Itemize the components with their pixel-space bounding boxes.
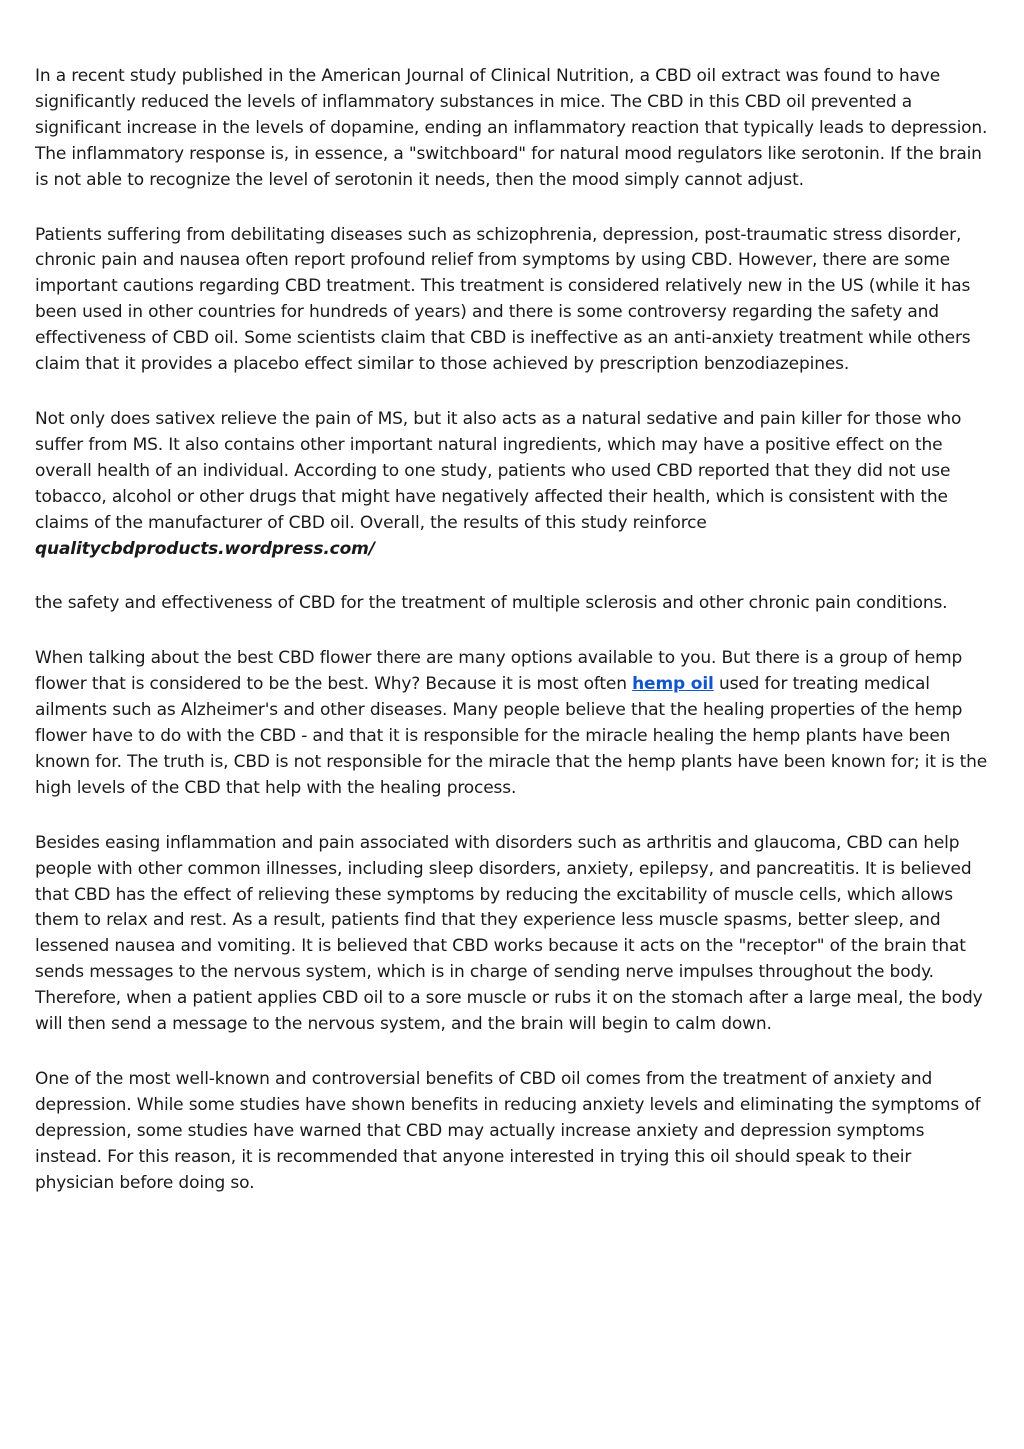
hemp-oil-link[interactable]: hemp oil <box>632 674 714 695</box>
paragraph-6: Besides easing inflammation and pain associated with disorders such as arthritis and glaucoma, CBD can help people with other common illnesses, including sleep disorders, anxiety, epilepsy, and pancreatitis. It is believed that CBD has the effect of relieving these symptoms by reducing the excitability of muscle cells, which allows them to relax and rest. As a result, patients find that they experience less muscle spasms, better sleep, and lessened nausea and vomiting. It is believed that CBD works because it acts on the "receptor" of the brain that sends messages to the nervous system, which is in charge of sending nerve impulses throughout the body. Therefore, when a patient applies CBD oil to a sore muscle or rubs it on the stomach after a large meal, the body will then send a message to the nervous system, and the brain will begin to calm down. <box>35 832 983 1035</box>
paragraph-4: the safety and effectiveness of CBD for the treatment of multiple sclerosis and other chronic pain conditions. <box>35 593 948 614</box>
paragraph-3 <box>35 407 995 562</box>
paragraph-2: Patients suffering from debilitating diseases such as schizophrenia, depression, post-traumatic stress disorder, chronic pain and nausea often report profound relief from symptoms by using CBD. However, there are some important cautions regarding CBD treatment. This treatment is considered relatively new in the US (while it has been used in other countries for hundreds of years) and there is some controversy regarding the safety and effectiveness of CBD oil. Some scientists claim that CBD is ineffective as an anti-anxiety treatment while others claim that it provides a placebo effect similar to those achieved by prescription benzodiazepines. <box>35 224 971 375</box>
paragraph-1: In a recent study published in the American Journal of Clinical Nutrition, a CBD oil extract was found to have significantly reduced the levels of inflammatory substances in mice. The CBD in this CBD oil prevented a significant increase in the levels of dopamine, ending an inflammatory reaction that typically leads to depression. The inflammatory response is, in essence, a "switchboard" for natural mood regulators like serotonin. If the brain is not able to recognize the level of serotonin it needs, then the mood simply cannot adjust. <box>35 66 988 190</box>
paragraph-5-after: used for treating medical ailments such as Alzheimer's and other diseases. Many people believe that the healing properties of the hemp flower have to do with the CBD - and that it is responsible for the miracle healing the hemp plants have been known for. The truth is, CBD is not responsible for the miracle that the hemp plants have been known for; it is the high levels of the CBD that help with the healing process. <box>35 674 988 798</box>
article-body <box>35 64 995 1226</box>
source-url-text: qualitycbdproducts.wordpress.com/ <box>35 538 375 559</box>
paragraph-5 <box>35 646 995 801</box>
paragraph-3-text: Not only does sativex relieve the pain of MS, but it also acts as a natural sedative and pain killer for those who suffer from MS. It also contains other important natural ingredients, which may have a positive effect on the overall health of an individual. According to one study, patients who used CBD reported that they did not use tobacco, alcohol or other drugs that might have negatively affected their health, which is consistent with the claims of the manufacturer of CBD oil. Overall, the results of this study reinforce <box>35 408 962 533</box>
paragraph-5-before: When talking about the best CBD flower there are many options available to you. But there is a group of hemp flower that is considered to be the best. Why? Because it is most often <box>35 648 963 695</box>
paragraph-7: One of the most well-known and controversial benefits of CBD oil comes from the treatment of anxiety and depression. While some studies have shown benefits in reducing anxiety levels and eliminating the symptoms of depression, some studies have warned that CBD may actually increase anxiety and depression symptoms instead. For this reason, it is recommended that anyone interested in trying this oil should speak to their physician before doing so. <box>35 1069 981 1193</box>
